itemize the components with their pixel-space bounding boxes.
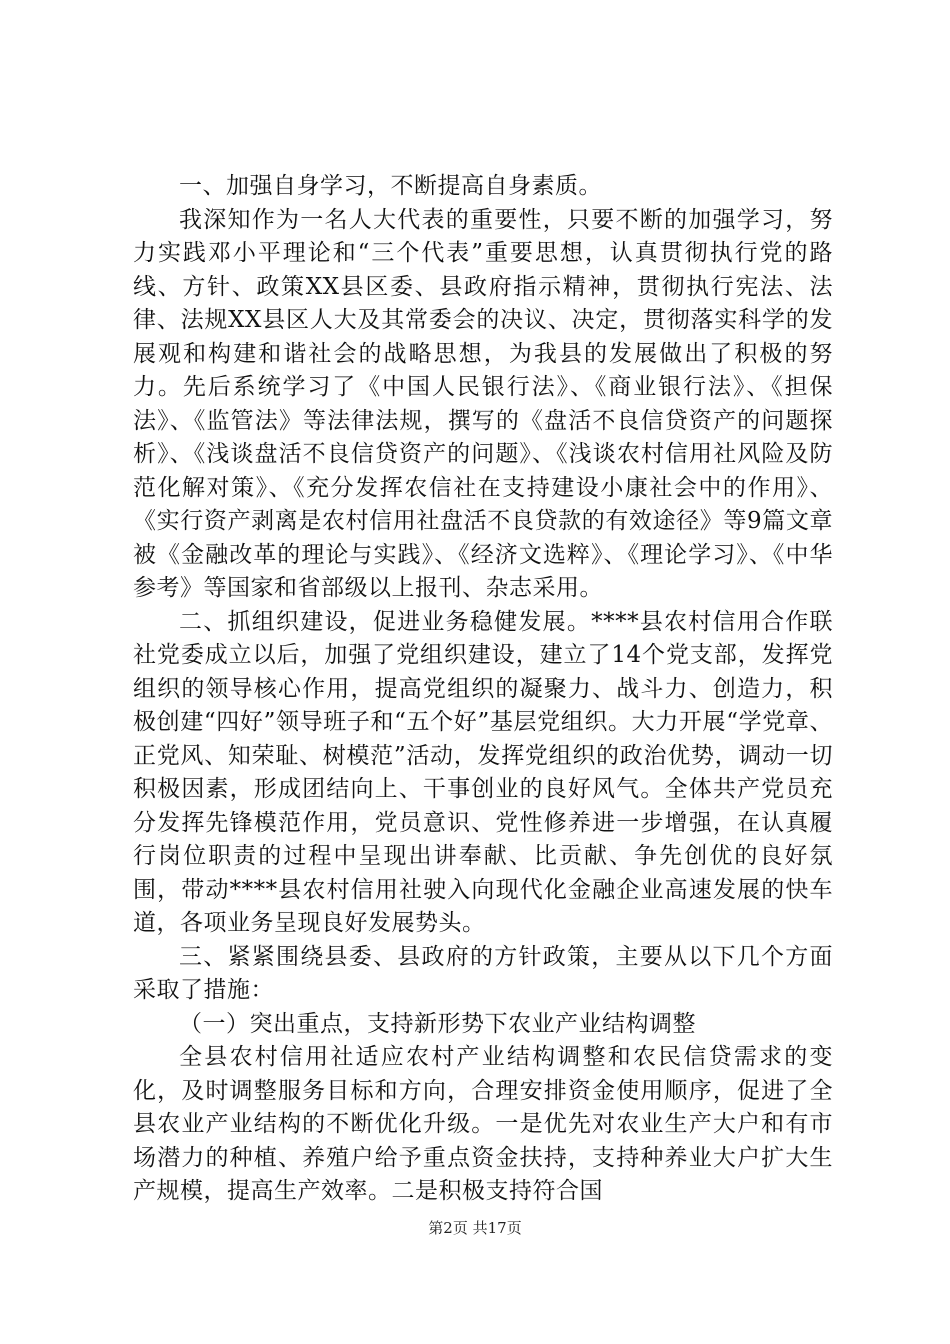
paragraph-organization-building: 二、抓组织建设，促进业务稳健发展。****县农村信用合作联社党委成立以后，加强了党组织建设，建立了14个党支部，发挥党组织的领导核心作用，提高党组织的凝聚力、战斗力、创造力，积极创建“四好”领导班子和“五个好”基层党组织。大力开展“学党章、正党风、知荣耻、树模范”活动，发挥党组织的政治优势，调动一切积极因素，形成团结向上、干事创业的良好风气。全体共产党员充分发挥先锋模范作用，党员意识、党性修养进一步增强，在认真履行岗位职责的过程中呈现出讲奉献、比贡献、争先创优的良好氛围，带动****县农村信用社驶入向现代化金融企业高速发展的快车道，各项业务呈现良好发展势头。 — [133, 608, 833, 936]
paragraph-policy-measures: 三、紧紧围绕县委、县政府的方针政策，主要从以下几个方面采取了措施： — [133, 943, 833, 1003]
document-body — [133, 170, 833, 1209]
section-heading-study: 一、加强自身学习，不断提高自身素质。 — [179, 173, 602, 199]
paragraph-industry-support: 全县农村信用社适应农村产业结构调整和农民信贷需求的变化，及时调整服务目标和方向，合理安排资金使用顺序，促进了全县农业产业结构的不断优化升级。一是优先对农业生产大户和有市场潜力的种植、养殖户给予重点资金扶持，支持种养业大户扩大生产规模，提高生产效率。二是积极支持符合国 — [133, 1044, 833, 1204]
page-number-footer: 第2页 共17页 — [428, 1219, 522, 1237]
paragraph-study-details: 我深知作为一名人大代表的重要性，只要不断的加强学习，努力实践邓小平理论和“三个代表”重要思想，认真贯彻执行党的路线、方针、政策XX县区委、县政府指示精神，贯彻执行宪法、法律、法规XX县区人大及其常委会的决议、决定，贯彻落实科学的发展观和构建和谐社会的战略思想，为我县的发展做出了积极的努力。先后系统学习了《中国人民银行法》、《商业银行法》、《担保法》、《监管法》等法律法规，撰写的《盘活不良信贷资产的问题探析》、《浅谈盘活不良信贷资产的问题》、《浅谈农村信用社风险及防范化解对策》、《充分发挥农信社在支持建设小康社会中的作用》、《实行资产剥离是农村信用社盘活不良贷款的有效途径》等9篇文章被《金融改革的理论与实践》、《经济文选粹》、《理论学习》、《中华参考》等国家和省部级以上报刊、杂志采用。 — [133, 206, 833, 601]
subheading-industry-adjustment: （一）突出重点，支持新形势下农业产业结构调整 — [179, 1010, 696, 1037]
